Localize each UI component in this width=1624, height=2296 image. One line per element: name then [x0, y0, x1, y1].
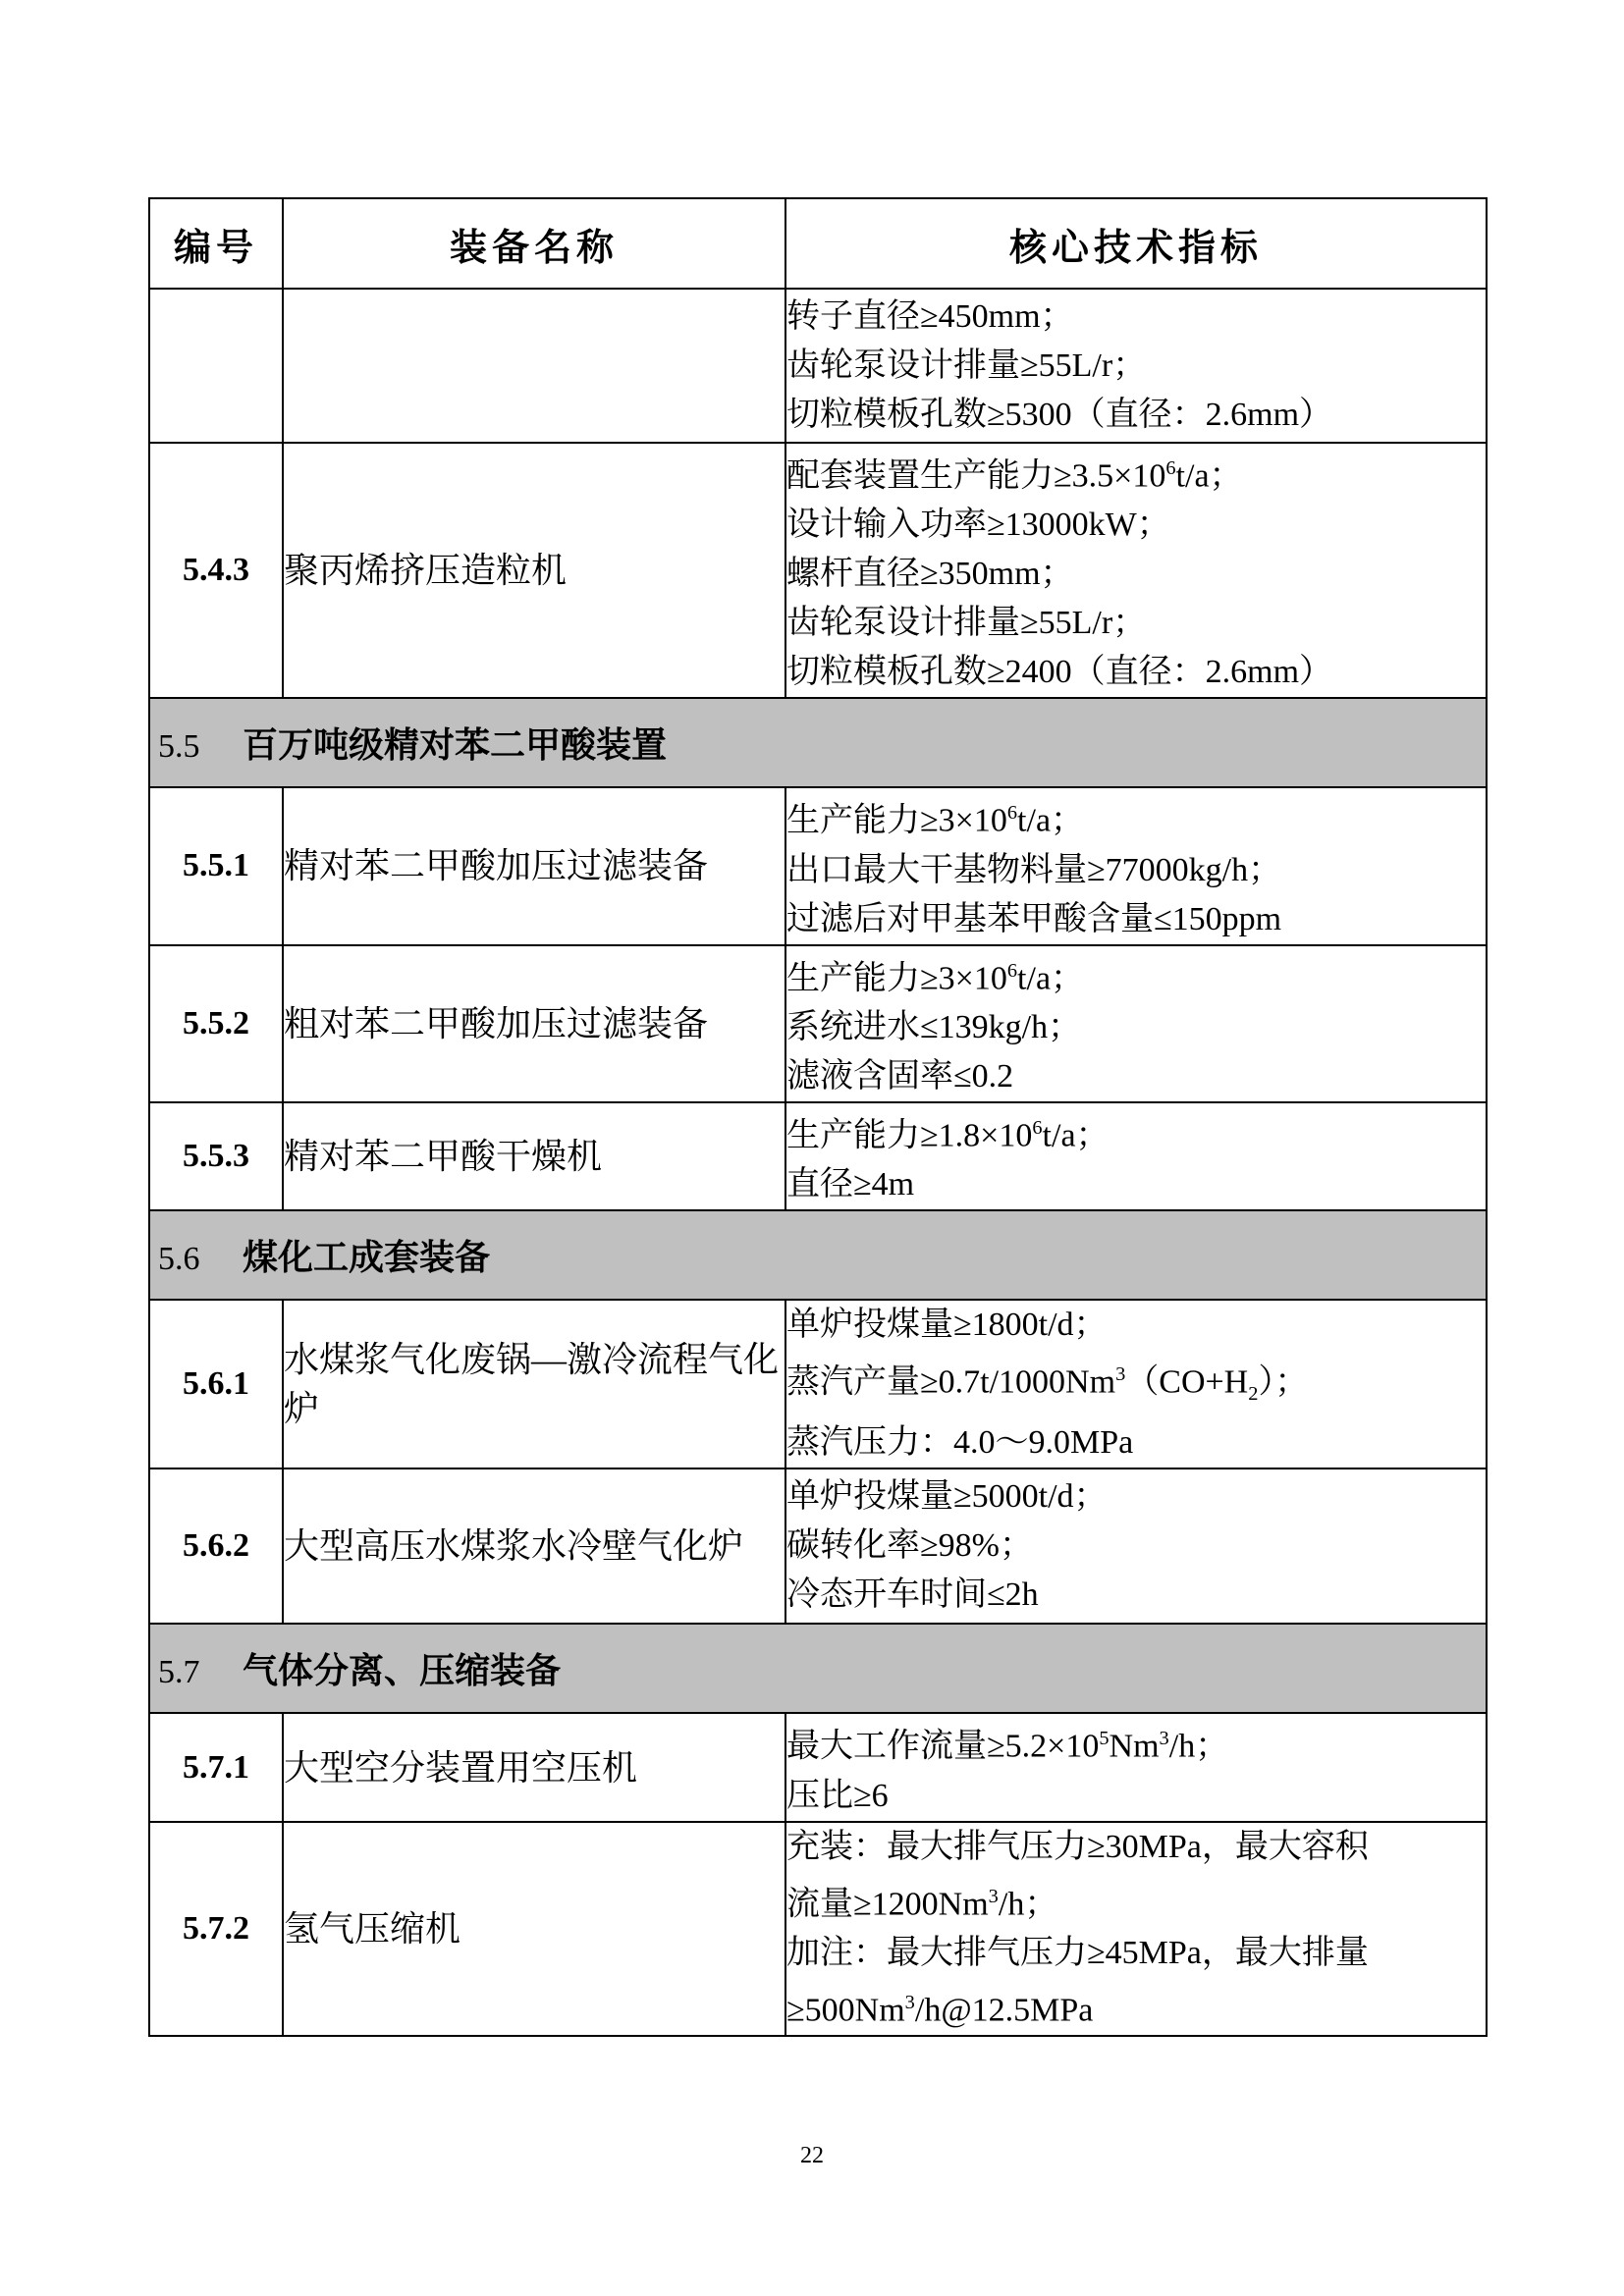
item-indicators — [785, 787, 1487, 944]
table-row — [149, 1102, 1487, 1210]
item-name: 氢气压缩机 — [283, 1822, 785, 2037]
item-name: 粗对苯二甲酸加压过滤装备 — [283, 945, 785, 1102]
item-code: 5.4.3 — [149, 443, 283, 698]
item-name: 聚丙烯挤压造粒机 — [283, 443, 785, 698]
indicator-line: 蒸汽产量$\ge 0.7t/1000Nm^3(CO+H_2)$； — [786, 1363, 1309, 1406]
table-row — [149, 1713, 1487, 1821]
section-name: 煤化工成套装备 — [243, 1238, 491, 1279]
header-code: 编号 — [149, 198, 283, 289]
section-row — [149, 698, 1487, 787]
header-name: 装备名称 — [283, 198, 785, 289]
table-header-row — [149, 198, 1487, 289]
indicator-line: 系统进水≤139kg/h； — [786, 1008, 1082, 1045]
table-row — [149, 1822, 1487, 2037]
indicator-line: 转子直径≥450mm； — [786, 297, 1074, 335]
item-code: 5.5.1 — [149, 787, 283, 944]
table-row — [149, 1300, 1487, 1468]
table-row — [149, 1468, 1487, 1624]
page-number: 22 — [800, 2143, 824, 2168]
indicator-line: 过滤后对甲基苯甲酸含量≤150ppm — [786, 900, 1282, 937]
item-name: 精对苯二甲酸干燥机 — [283, 1102, 785, 1210]
indicator-line: 生产能力$\ge 3\times 10^6t/a$； — [786, 802, 1085, 839]
section-code: 5.6 — [158, 1241, 200, 1278]
indicator-line: $\ge 500Nm^3/h@12.5MPa$ — [786, 1992, 1094, 2029]
item-indicators — [785, 1713, 1487, 1821]
item-code: 5.5.2 — [149, 945, 283, 1102]
section-code: 5.7 — [158, 1654, 200, 1691]
item-name: 大型高压水煤浆水冷壁气化炉 — [283, 1468, 785, 1624]
indicator-line: 流量$\ge 1200Nm^3/h$； — [786, 1885, 1058, 1923]
indicator-line: 加注：最大排气压力≥45MPa，最大排量 — [786, 1935, 1369, 1972]
section-title — [149, 698, 1487, 787]
item-indicators — [785, 945, 1487, 1102]
item-name: 大型空分装置用空压机 — [283, 1713, 785, 1821]
item-indicators — [785, 443, 1487, 698]
item-indicators — [785, 1300, 1487, 1468]
item-code: 5.6.1 — [149, 1300, 283, 1468]
item-name: 水煤浆气化废锅—激冷流程气化炉 — [283, 1300, 785, 1468]
section-row — [149, 1624, 1487, 1713]
indicator-line: 直径≥4m — [786, 1166, 915, 1203]
indicator-line: 生产能力$\ge 3\times 10^6t/a$； — [786, 959, 1085, 996]
section-title — [149, 1210, 1487, 1300]
indicator-line: 螺杆直径≥350mm； — [786, 556, 1074, 593]
indicator-line: 配套装置生产能力$\ge 3.5\times 10^6t/a$； — [786, 457, 1243, 495]
header-indicators: 核心技术指标 — [785, 198, 1487, 289]
section-code: 5.5 — [158, 728, 200, 766]
item-code: 5.7.2 — [149, 1822, 283, 2037]
item-indicators — [785, 1822, 1487, 2037]
indicator-line: 设计输入功率≥13000kW； — [786, 507, 1170, 544]
item-name — [283, 289, 785, 443]
indicator-line: 生产能力$\ge 1.8\times 10^6t/a$； — [786, 1116, 1110, 1154]
spec-table — [148, 197, 1488, 2037]
indicator-line: 切粒模板孔数≥5300（直径：2.6mm） — [786, 396, 1333, 433]
indicator-line: 最大工作流量$\ge 5.2\times 10^5Nm^3/h$； — [786, 1728, 1229, 1765]
table-row — [149, 289, 1487, 443]
section-name: 气体分离、压缩装备 — [243, 1651, 562, 1692]
indicator-line: 出口最大干基物料量≥77000kg/h； — [786, 851, 1282, 888]
indicator-line: 单炉投煤量≥5000t/d； — [786, 1478, 1108, 1516]
item-code: 5.7.1 — [149, 1713, 283, 1821]
section-title — [149, 1624, 1487, 1713]
indicator-line: 冷态开车时间≤2h — [786, 1576, 1039, 1614]
item-indicators — [785, 1468, 1487, 1624]
indicator-line: 齿轮泵设计排量≥55L/r； — [786, 605, 1147, 642]
indicator-line: 压比≥6 — [786, 1777, 889, 1814]
section-name: 百万吨级精对苯二甲酸装置 — [243, 725, 668, 767]
item-code — [149, 289, 283, 443]
indicator-line: 切粒模板孔数≥2400（直径：2.6mm） — [786, 654, 1333, 691]
indicator-line: 单炉投煤量≥1800t/d； — [786, 1307, 1108, 1344]
table-row — [149, 443, 1487, 698]
table-row — [149, 945, 1487, 1102]
indicator-line: 齿轮泵设计排量≥55L/r； — [786, 347, 1147, 384]
item-indicators — [785, 1102, 1487, 1210]
indicator-line: 滤液含固率≤0.2 — [786, 1057, 1014, 1095]
item-name: 精对苯二甲酸加压过滤装备 — [283, 787, 785, 944]
indicator-line: 蒸汽压力：4.0～9.0MPa — [786, 1424, 1134, 1462]
item-code: 5.6.2 — [149, 1468, 283, 1624]
section-row — [149, 1210, 1487, 1300]
indicator-line: 碳转化率≥98%； — [786, 1527, 1033, 1565]
item-indicators — [785, 289, 1487, 443]
indicator-line: 充装：最大排气压力≥30MPa，最大容积 — [786, 1828, 1369, 1865]
table-row — [149, 787, 1487, 944]
item-code: 5.5.3 — [149, 1102, 283, 1210]
